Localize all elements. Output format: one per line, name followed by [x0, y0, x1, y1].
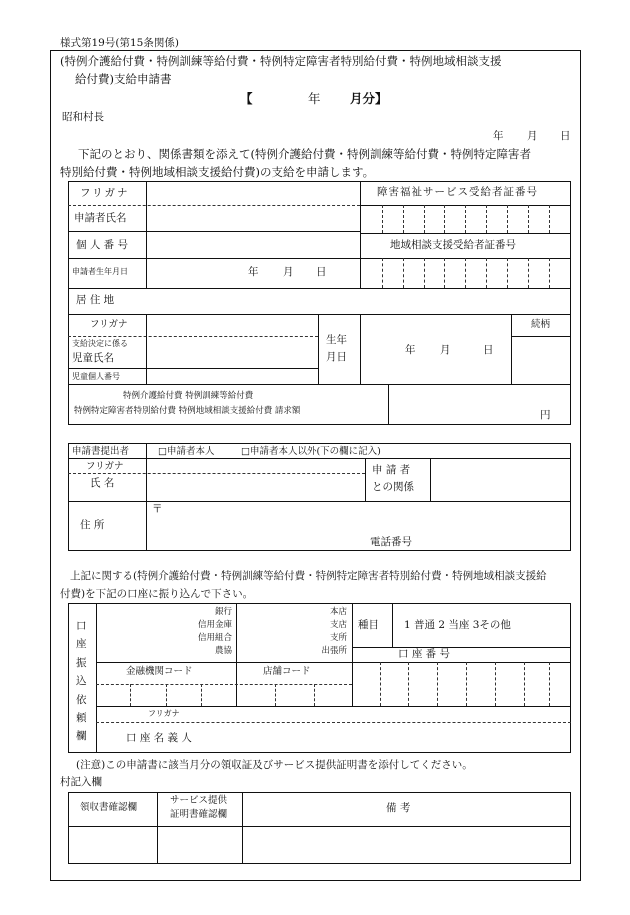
claim-label-2: 特例特定障害者特別給付費 特例地域相談支援給付費 請求額: [74, 406, 301, 416]
side-char: 口: [76, 620, 87, 632]
side-char: 欄: [76, 730, 87, 742]
postal-mark: 〒: [152, 503, 163, 515]
submitter-name-label: 氏 名: [90, 477, 115, 489]
community-recipient-label: 地域相談支援受給者証番号: [390, 239, 516, 251]
relation-label: 続柄: [531, 319, 551, 330]
branch-type-main: 本店: [329, 607, 347, 617]
caution-note: (注意)この申請書に該当月分の領収証及びサービス提供証明書を添付してください。: [76, 759, 473, 771]
branch-code-label: 店舗コード: [263, 666, 311, 677]
claim-label-1: 特例介護給付費 特例訓練等給付費: [123, 391, 254, 401]
child-month: 月: [440, 344, 451, 356]
submitter-table: [68, 443, 571, 551]
branch-type-office: 支所: [329, 633, 347, 643]
relation-to-applicant-1: 申 請 者: [372, 464, 411, 476]
branch-type-outpost: 出張所: [321, 646, 347, 656]
service-cert-label-2: 証明書確認欄: [170, 809, 228, 820]
account-kind-label: 種目: [358, 619, 379, 631]
bank-type-bank: 銀行: [214, 607, 232, 617]
intro-line1: 下記のとおり、関係書類を添えて(特例介護給付費・特例訓練等給付費・特例特定障害者: [78, 147, 531, 161]
child-furigana-label: フリガナ: [90, 319, 128, 330]
holder-furigana-label: フリガナ: [148, 709, 180, 718]
applicant-furigana-label: フリガナ: [80, 187, 130, 199]
submitter-option-other[interactable]: □申請者本人以外(下の欄に記入): [241, 446, 381, 457]
bank-type-noukyou: 農協: [214, 646, 232, 656]
applicant-table: [68, 181, 571, 425]
date-day: 日: [560, 130, 571, 142]
birth-day: 日: [316, 266, 327, 278]
branch-type-branch: 支店: [329, 620, 347, 630]
bank-code-label: 金融機関コード: [126, 666, 193, 677]
side-char: 依: [76, 694, 87, 706]
period-open: 【: [240, 91, 253, 106]
intro-line2: 特別給付費・特例地域相談支援給付費)の支給を申請します。: [60, 165, 375, 179]
account-number-label: 口 座 番 号: [398, 648, 451, 660]
bank-type-shinkin: 信用金庫: [197, 620, 232, 630]
child-year: 年: [405, 344, 416, 356]
address-label: 居 住 地: [76, 294, 115, 306]
applicant-name-label: 申請者氏名: [74, 212, 127, 224]
account-kind-options: 1 普通 2 当座 3その他: [404, 619, 511, 631]
birth-month: 月: [283, 266, 294, 278]
date-month: 月: [527, 130, 538, 142]
birthdate-label: 申請者生年月日: [72, 267, 128, 276]
form-title-line2: 給付費)支給申請書: [75, 72, 172, 86]
side-char: 頼: [76, 712, 87, 724]
phone-label: 電話番号: [370, 536, 412, 548]
bank-type-kumiai: 信用組合: [197, 633, 232, 643]
submitter-address-label: 住 所: [80, 519, 105, 531]
child-name-label-2: 児童氏名: [72, 352, 114, 364]
account-holder-label: 口 座 名 義 人: [126, 732, 192, 744]
side-char: 座: [76, 638, 87, 650]
child-day: 日: [483, 344, 494, 356]
office-section-title: 村記入欄: [60, 776, 102, 788]
office-table: [68, 792, 571, 864]
relation-to-applicant-2: との関係: [372, 481, 414, 493]
submitter-label: 申請書提出者: [72, 446, 130, 457]
period-year: 年: [308, 91, 321, 106]
child-personal-no-label: 児童個人番号: [72, 372, 120, 381]
form-title-line1: (特例介護給付費・特例訓練等給付費・特例特定障害者特別給付費・特例地域相談支援: [60, 54, 502, 68]
transfer-note-line2: 付費)を下記の口座に振り込んで下さい。: [60, 588, 254, 600]
birth-year: 年: [248, 266, 259, 278]
furigana-divider: [68, 205, 360, 206]
date-year: 年: [493, 130, 504, 142]
personal-number-label: 個 人 番 号: [76, 239, 129, 251]
service-cert-label-1: サービス提供: [170, 795, 228, 806]
submitter-option-self[interactable]: □申請者本人: [158, 446, 215, 457]
addressee: 昭和村長: [62, 111, 104, 123]
child-birth-label-2: 月日: [326, 351, 347, 363]
form-number: 様式第19号(第15条関係): [60, 37, 179, 49]
side-char: 込: [76, 675, 87, 687]
service-recipient-label: 障害福祉サービス受給者証番号: [377, 186, 538, 198]
child-birth-label-1: 生年: [326, 334, 347, 346]
child-name-label-1: 支給決定に係る: [72, 339, 128, 348]
side-char: 振: [76, 657, 87, 669]
period-month: 月分】: [350, 91, 388, 106]
submitter-furigana-label: フリガナ: [86, 461, 124, 472]
remarks-label: 備 考: [386, 802, 411, 814]
yen-unit: 円: [540, 409, 551, 421]
transfer-note-line1: 上記に関する(特例介護給付費・特例訓練等給付費・特例特定障害者特別給付費・特例地域相談支援給: [70, 570, 547, 582]
receipt-check-label: 領収書確認欄: [80, 802, 138, 813]
